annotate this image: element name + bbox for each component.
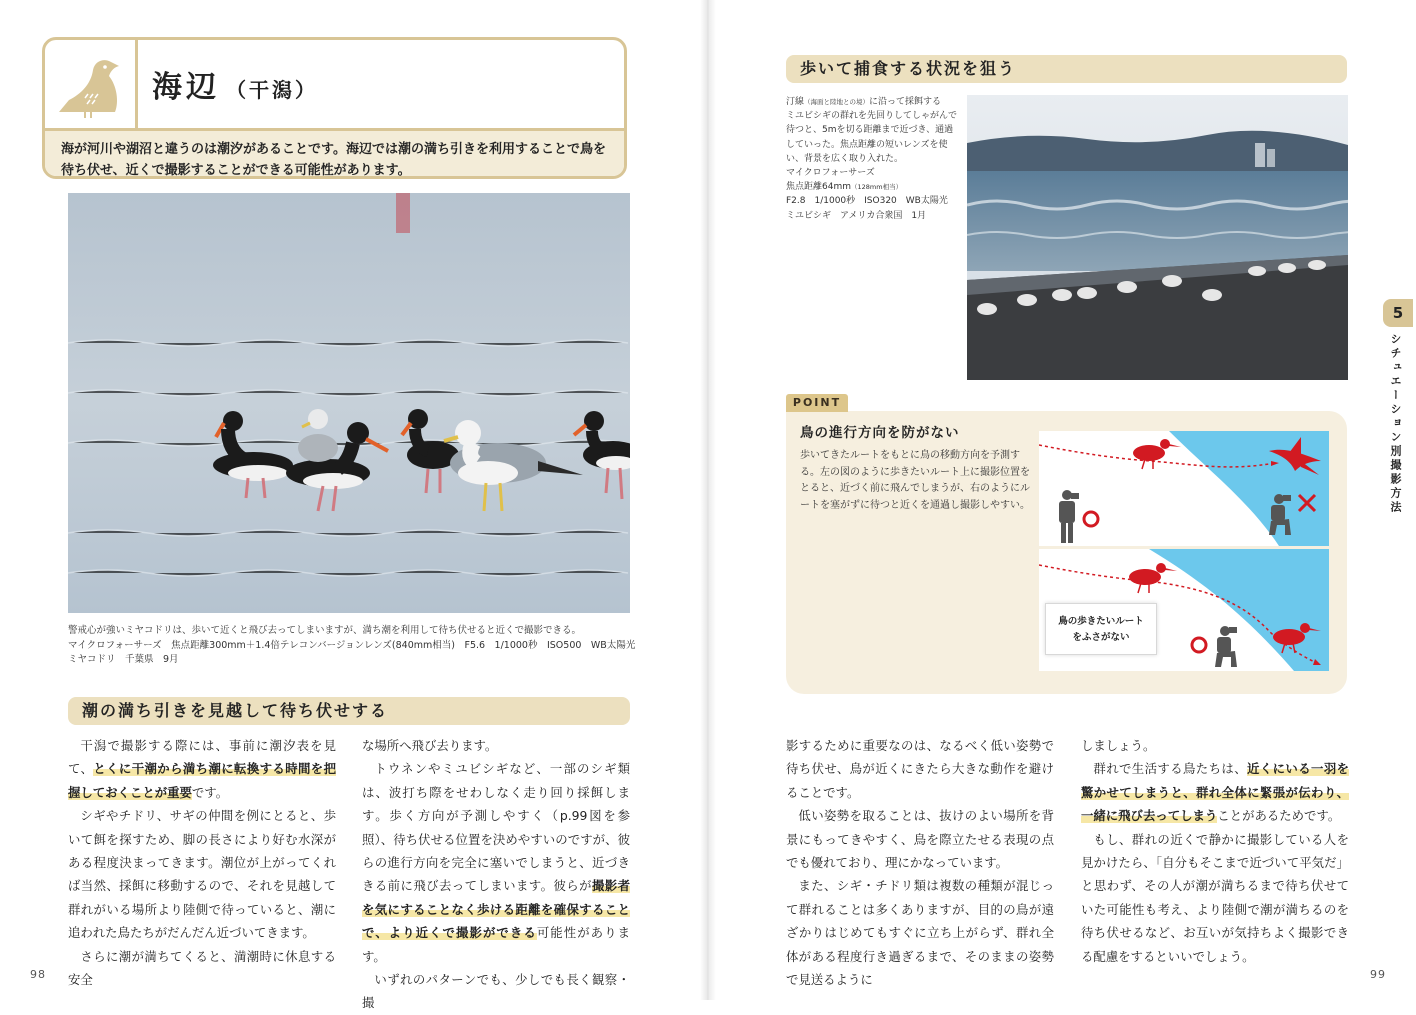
paragraph (68, 734, 336, 804)
text-run: 群れで生活する鳥たちは、 (1093, 761, 1248, 777)
caption-line: 待つと、5mを切る距離まで近づき、通過 (786, 125, 954, 136)
body-column-3 (786, 734, 1054, 991)
point-text: 歩いてきたルートをもとに鳥の移動方向を予測する。左の図のように歩きたいルート上に撮影位置をとると、近づく前に飛んでしまうが、右のようにルートを塞がずに待つと近くを通過し撮影しやすい。 (800, 450, 1030, 511)
caption-line: F2.8 1/1000秒 ISO320 WB太陽光 (786, 196, 948, 207)
text-run: です。 (191, 784, 229, 800)
page-subtitle: （干潟） (226, 78, 318, 102)
body-column-1 (68, 734, 336, 991)
caption-line: マイクロフォーサーズ (786, 168, 875, 179)
oystercatcher-photo (68, 193, 630, 613)
caption-line: ミヤコドリ 千葉県 9月 (68, 654, 179, 665)
text-run: ことがあるためです。 (1217, 808, 1341, 824)
paragraph: 影するために重要なのは、なるべく低い姿勢で待ち伏せ、鳥が近くにきたら大きな動作を避けることです。 (786, 738, 1054, 800)
point-tab: POINT (786, 394, 848, 412)
text-run: 干潟で撮影する際には、事前に潮汐表を見て、 (68, 738, 336, 777)
chapter-number-tab[interactable]: 5 (1383, 299, 1413, 327)
highlight-text: とくに干潮から満ち潮に転換する時間を把握しておくことが重要 (68, 761, 336, 800)
chapter-title-tab: シチュエーション別撮影方法 (1389, 333, 1402, 515)
paragraph: さらに潮が満ちてくると、満潮時に休息する安全 (68, 948, 336, 988)
section-heading-tide: 潮の満ち引きを見越して待ち伏せする (68, 697, 630, 725)
highlight-text: 近くにいる一羽を驚かせてしまうと、群れ全体に緊張が伝わり、一緒に飛び去ってしまう (1081, 761, 1350, 824)
text-run: トウネンやミユビシギなど、一部のシギ類は、波打ち際をせわしなく走り回り採餌します。歩く方向が予測しやすく（p.99図を参照）、待ち伏せる位置を決めやすいのですが、彼らの進行方向を完全に塞いでしまうと、近づききる前に飛び去ってしまいます。彼らが (362, 761, 630, 894)
book-spine (700, 0, 716, 1000)
page-number-left: 98 (30, 968, 46, 981)
diagram-label-line: をふさがない (1072, 632, 1130, 643)
caption-line: い、背景を広く取り入れた。 (786, 153, 904, 164)
photo-caption-left (68, 624, 638, 668)
body-column-2 (362, 734, 630, 1015)
photo-caption-right (786, 95, 962, 223)
diagram-label-box (1045, 603, 1157, 655)
caption-line: マイクロフォーサーズ 焦点距離300mm＋1.4倍テレコンバージョンレンズ(840mm相当) F5.6 1/1000秒 ISO500 WB太陽光 (68, 639, 636, 651)
point-title: 鳥の進行方向を防がない (800, 425, 960, 441)
paragraph: もし、群れの近くで静かに撮影している人を見かけたら、「自分もそこまで近づいて平気だ」と思わず、その人が潮が満ちるまで待ち伏せていた可能性も考え、より陸側で潮が満ちるのを待ち伏せるなど、お互いが気持ちよく撮影できる配慮をするといいでしょう。 (1081, 831, 1349, 964)
paragraph (1081, 757, 1349, 827)
highlight-text: 撮影者を気にすることなく歩ける距離を確保することで、より近くで撮影ができる (362, 878, 631, 941)
paragraph: いずれのパターンでも、少しでも長く観察・撮 (362, 972, 630, 1011)
caption-line: ミユビシギの群れを先回りしてしゃがんで (786, 111, 958, 122)
caption-line: 警戒心が強いミヤコドリは、歩いて近くと飛び去ってしまいますが、満ち潮を利用して待ち伏せると近くで撮影できる。 (68, 625, 582, 636)
caption-line: ミユビシギ アメリカ合衆国 1月 (786, 210, 927, 221)
ok-mark-text (1039, 431, 1040, 432)
body-column-4 (1081, 734, 1349, 968)
title-row (138, 40, 624, 128)
paragraph: な場所へ飛び去ります。 (362, 738, 498, 753)
paragraph (362, 757, 630, 968)
section-header-card (42, 37, 627, 179)
section-heading-walking: 歩いて捕食する状況を狙う (786, 55, 1347, 83)
paragraph: シギやチドリ、サギの仲間を例にとると、歩いて餌を探すため、脚の長さにより好む水深がある程度決まってきます。潮位が上がってくれば当然、採餌に移動するので、それを見越して群れがいる場所より陸側で待っていると、潮に追われた鳥たちがだんだん近づいてきます。 (68, 808, 336, 941)
caption-line: 焦点距離64mm（128mm相当） (786, 182, 903, 193)
page-number-right: 99 (1370, 968, 1386, 981)
diagram-label-line: 鳥の歩きたいルート (1058, 616, 1144, 627)
text-run: 可能性があります。 (362, 925, 630, 964)
bird-icon-area (45, 40, 138, 128)
intro-text: 海が河川や湖沼と違うのは潮汐があることです。海辺では潮の満ち引きを利用することで鳥を待ち伏せ、近くで撮影することができる可能性があります。 (45, 128, 624, 176)
paragraph: また、シギ・チドリ類は複数の種類が混じって群れることは多くありますが、目的の鳥が遠ざかりはじめてもすぐに立ち上がらず、群れ全体がある程度行き過ぎるまで、そのままの姿勢で見送るように (786, 878, 1054, 988)
paragraph: しましょう。 (1081, 738, 1156, 753)
page-title: 海辺 （干潟） (152, 70, 318, 105)
sanderling-photo (967, 95, 1348, 380)
paragraph: 低い姿勢を取ることは、抜けのよい場所を背景にもってきやすく、鳥を際立たせる表現の点でも優れており、理にかなっています。 (786, 808, 1054, 871)
caption-line: していった。焦点距離の短いレンズを使 (786, 139, 948, 150)
ng-mark-text: × (1293, 519, 1294, 520)
route-diagram (1039, 431, 1329, 671)
bird-icon (45, 40, 135, 128)
caption-line: 汀線（海面と陸地との境）に沿って採餌する (786, 97, 942, 107)
